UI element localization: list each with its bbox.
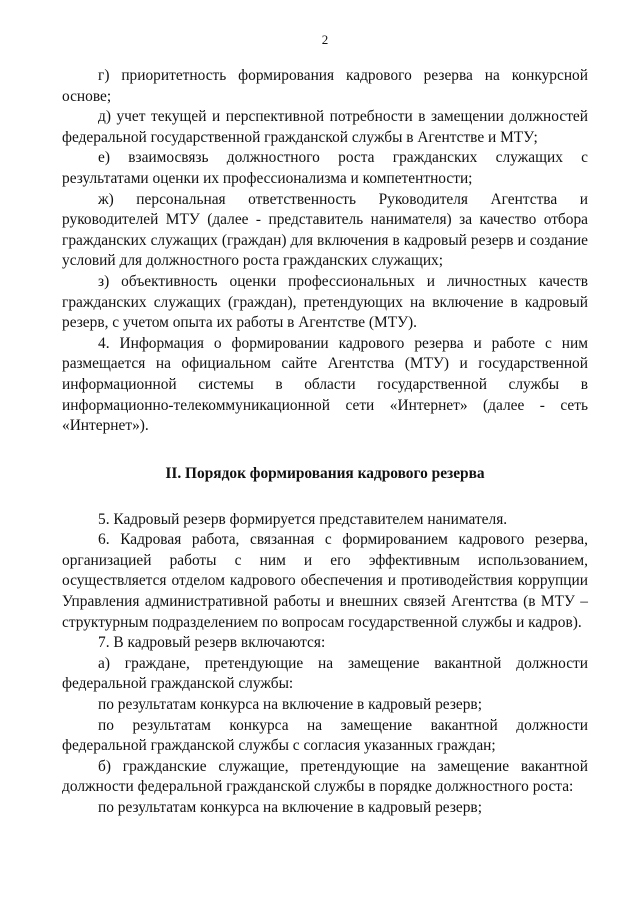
paragraph-7b-item-1: по результатам конкурса на включение в кадровый резерв; (98, 799, 482, 816)
paragraph-e: е) взаимосвязь должностного роста гражданских служащих с результатами оценки их профессионализма и компетентности; (62, 149, 588, 187)
paragraph-5: 5. Кадровый резерв формируется представителем нанимателя. (98, 510, 508, 528)
paragraph-7a-item-2: по результатам конкурса на замещение вакантной должности федеральной гражданской службы с согласия указанных граждан; (62, 716, 588, 755)
paragraph-7: 7. В кадровый резерв включаются: (98, 634, 326, 652)
paragraph-z: з) объективность оценки профессиональных и личностных качеств гражданских служащих (граждан), претендующих на включение в кадровый резерв, с учетом опыта их работы в Агентстве (МТУ). (62, 272, 588, 332)
paragraph-7a-item-1: по результатам конкурса на включение в кадровый резерв; (98, 696, 482, 714)
paragraph-g: г) приоритетность формирования кадрового резерва на конкурсной основе; (62, 67, 588, 105)
paragraph-d: д) учет текущей и перспективной потребности в замещении должностей федеральной государственной гражданской службы в Агентстве и МТУ; (62, 108, 588, 146)
section-heading: II. Порядок формирования кадрового резерва (165, 464, 485, 482)
page-number: 2 (321, 32, 329, 47)
paragraph-zh: ж) персональная ответственность Руководителя Агентства и руководителей МТУ (далее - представитель нанимателя) за качество отбора гражданских служащих (граждан) для включения в кадровый резерв и создание условий для должностного роста гражданских служащих; (62, 190, 588, 270)
paragraph-7a: а) граждане, претендующие на замещение вакантной должности федеральной гражданской службы: (62, 654, 588, 693)
paragraph-6: 6. Кадровая работа, связанная с формированием кадрового резерва, организацией работы с ним и его эффективным использованием, осуществляется отделом кадрового обеспечения и противодействия коррупции Управления административной работы и внешних связей Агентства (в МТУ – структурным подразделением по вопросам государственной службы и кадров). (62, 531, 588, 631)
paragraph-4: 4. Информация о формировании кадрового резерва и работе с ним размещается на официальном сайте Агентства (МТУ) и государственной информационной системы в области государственной службы в информационно-телекоммуникационной сети «Интернет» (далее - сеть «Интернет»). (62, 334, 588, 435)
paragraph-7b: б) гражданские служащие, претендующие на замещение вакантной должности федеральной гражданской службы в порядке должностного роста: (62, 757, 588, 796)
